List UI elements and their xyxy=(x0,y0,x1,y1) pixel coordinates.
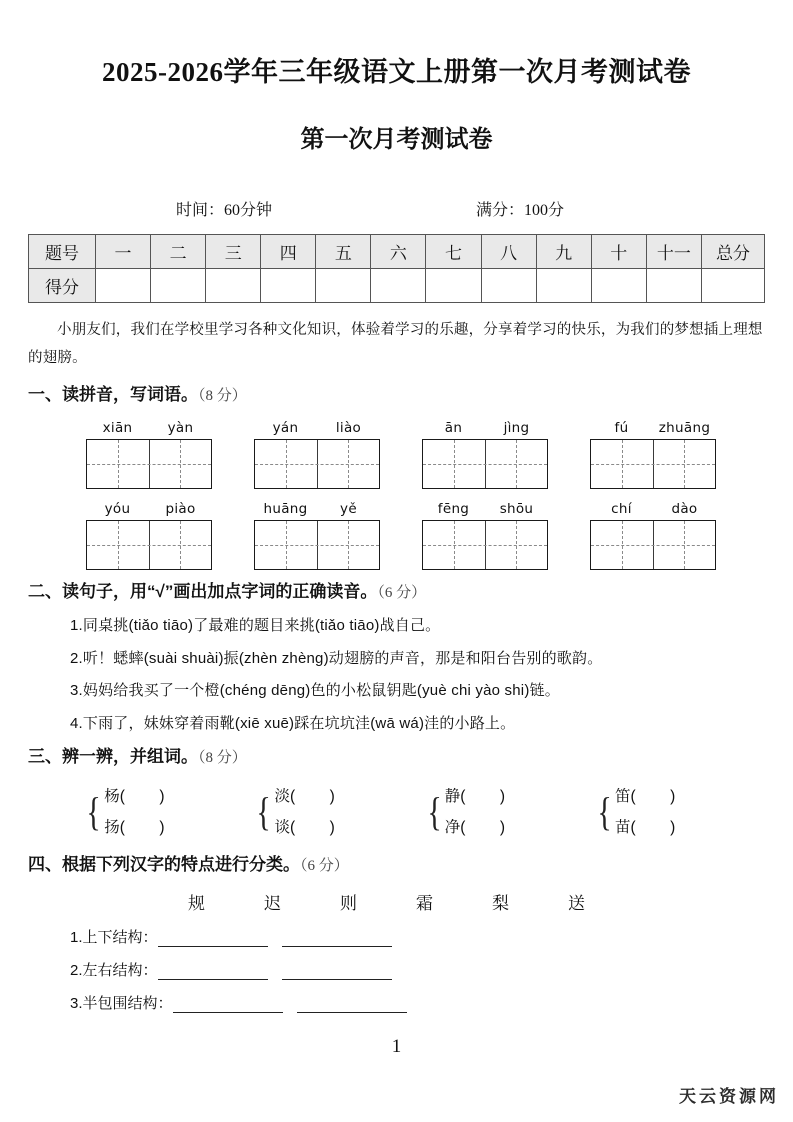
pinyin-syllable-1: yóu xyxy=(104,501,131,518)
classify-row-3 xyxy=(28,980,765,1013)
classify-row-1 xyxy=(28,914,765,947)
score-table-col-4: 四 xyxy=(261,235,316,269)
classify-character-list xyxy=(28,878,765,914)
pinyin-row-1 xyxy=(28,408,765,489)
section-3-heading xyxy=(28,735,765,770)
section-1-title: 一、读拼音，写词语。 xyxy=(28,384,198,404)
answer-blank[interactable] xyxy=(297,997,407,1013)
tianzige-cell[interactable] xyxy=(423,521,485,569)
classify-char-5: 梨 xyxy=(492,894,509,914)
section-4-points: （6 分） xyxy=(300,857,349,874)
tianzige-box[interactable] xyxy=(86,439,212,489)
score-table-col-3: 三 xyxy=(206,235,261,269)
pinyin-item xyxy=(86,501,254,570)
page-title: 2025-2026学年三年级语文上册第一次月考测试卷 xyxy=(102,57,691,87)
word-build-bottom[interactable]: 谈( ) xyxy=(274,818,335,836)
score-table-col-10: 十 xyxy=(591,235,646,269)
tianzige-box[interactable] xyxy=(422,439,548,489)
classify-row-2 xyxy=(28,947,765,980)
word-build-group xyxy=(425,781,595,843)
question-2-4[interactable]: 4.下雨了，妹妹穿着雨靴(xiē xuē)踩在坑坑洼(wā wá)洼的小路上。 xyxy=(70,714,516,732)
pinyin-syllable-2: yě xyxy=(340,501,357,518)
exam-full-marks-label: 满分：100分 xyxy=(476,202,565,220)
classify-label-2: 2.左右结构： xyxy=(70,962,158,980)
word-build-top[interactable]: 静( ) xyxy=(444,787,505,805)
word-build-bottom[interactable]: 净( ) xyxy=(444,818,505,836)
section-3-title: 三、辨一辨，并组词。 xyxy=(28,747,198,767)
pinyin-syllable-1: fēng xyxy=(437,501,470,518)
page-subtitle: 第一次月考测试卷 xyxy=(300,127,493,154)
section-2-heading xyxy=(28,570,765,605)
score-cell-2[interactable] xyxy=(151,269,206,303)
tianzige-cell[interactable] xyxy=(485,521,548,569)
tianzige-cell[interactable] xyxy=(255,521,317,569)
score-table-col-8: 八 xyxy=(481,235,536,269)
exam-time-label: 时间：60分钟 xyxy=(176,202,273,220)
tianzige-cell[interactable] xyxy=(591,440,653,488)
tianzige-box[interactable] xyxy=(86,520,212,570)
score-table-question-label: 题号 xyxy=(29,235,96,269)
score-table-col-1: 一 xyxy=(96,235,151,269)
answer-blank[interactable] xyxy=(158,964,268,980)
tianzige-cell[interactable] xyxy=(591,521,653,569)
tianzige-cell[interactable] xyxy=(317,440,380,488)
watermark: 天云资源网 xyxy=(679,1087,779,1106)
score-table-col-6: 六 xyxy=(371,235,426,269)
tianzige-cell[interactable] xyxy=(149,440,212,488)
answer-blank[interactable] xyxy=(282,964,392,980)
pinyin-syllable-2: piào xyxy=(165,501,196,518)
score-cell-9[interactable] xyxy=(536,269,591,303)
score-table-header-row xyxy=(29,235,765,269)
section-4-title: 四、根据下列汉字的特点进行分类。 xyxy=(28,854,300,874)
word-build-top[interactable]: 笛( ) xyxy=(614,787,676,805)
pinyin-syllable-1: ān xyxy=(444,420,463,437)
section-2-title: 二、读句子，用“√”画出加点字词的正确读音。 xyxy=(28,582,378,602)
score-cell-6[interactable] xyxy=(371,269,426,303)
section-2-points: （6 分） xyxy=(377,585,427,602)
pinyin-text xyxy=(254,501,380,517)
tianzige-cell[interactable] xyxy=(317,521,380,569)
word-build-bottom[interactable]: 苗( ) xyxy=(614,818,676,836)
question-2-2[interactable]: 2.听！蟋蟀(suài shuài)振(zhèn zhèng)动翅膀的声音，那是和阳台告别的歌韵。 xyxy=(70,649,603,667)
classify-label-1: 1.上下结构： xyxy=(70,929,158,947)
pinyin-syllable-2: liào xyxy=(335,420,362,437)
question-2-1[interactable]: 1.同桌挑(tiǎo tiāo)了最难的题目来挑(tiǎo tiāo)战自己。 xyxy=(70,617,441,635)
tianzige-cell[interactable] xyxy=(87,440,149,488)
brace-icon: { xyxy=(426,788,442,834)
tianzige-box[interactable] xyxy=(590,520,716,570)
brace-icon: { xyxy=(256,788,272,834)
pinyin-item xyxy=(422,420,590,489)
tianzige-box[interactable] xyxy=(254,439,380,489)
pinyin-syllable-2: shōu xyxy=(499,501,534,518)
word-build-group xyxy=(84,781,254,843)
pinyin-syllable-2: yàn xyxy=(167,420,194,437)
word-build-group xyxy=(254,781,424,843)
pinyin-text xyxy=(590,501,716,517)
word-build-row xyxy=(28,771,765,843)
page-number: 1 xyxy=(391,1036,402,1057)
score-table-col-11: 十一 xyxy=(646,235,701,269)
score-cell-3[interactable] xyxy=(206,269,261,303)
pinyin-item xyxy=(422,501,590,570)
exam-meta xyxy=(28,155,765,220)
answer-blank[interactable] xyxy=(282,931,392,947)
pinyin-syllable-1: huāng xyxy=(263,501,308,518)
classify-char-1: 规 xyxy=(188,894,205,914)
classify-label-3: 3.半包围结构： xyxy=(70,995,173,1013)
word-build-pair xyxy=(615,781,675,843)
tianzige-cell[interactable] xyxy=(653,440,716,488)
word-build-pair xyxy=(104,781,164,843)
brace-icon: { xyxy=(597,788,612,834)
pinyin-text xyxy=(254,420,380,436)
score-table-score-row xyxy=(29,269,765,303)
score-table-total-label: 总分 xyxy=(702,235,765,269)
classify-char-2: 迟 xyxy=(264,894,281,914)
score-table-score-label: 得分 xyxy=(29,269,96,303)
score-cell-1[interactable] xyxy=(96,269,151,303)
tianzige-cell[interactable] xyxy=(423,440,485,488)
score-cell-total[interactable] xyxy=(702,269,765,303)
pinyin-item xyxy=(86,420,254,489)
score-table-col-2: 二 xyxy=(151,235,206,269)
score-cell-8[interactable] xyxy=(481,269,536,303)
word-build-bottom[interactable]: 扬( ) xyxy=(104,818,165,836)
section-4-heading xyxy=(28,843,765,878)
pinyin-syllable-1: chí xyxy=(611,501,632,518)
word-build-pair xyxy=(274,781,334,843)
pinyin-row-2 xyxy=(28,489,765,570)
section-1-points: （8 分） xyxy=(198,387,247,404)
word-build-pair xyxy=(445,781,505,843)
section-3-points: （8 分） xyxy=(198,750,247,767)
section-1-heading xyxy=(28,373,765,408)
score-table-col-9: 九 xyxy=(536,235,591,269)
answer-blank[interactable] xyxy=(173,997,283,1013)
pinyin-text xyxy=(422,420,548,436)
tianzige-box[interactable] xyxy=(254,520,380,570)
pinyin-syllable-1: xiān xyxy=(102,420,133,437)
pinyin-syllable-2: dào xyxy=(671,501,698,518)
score-cell-11[interactable] xyxy=(646,269,701,303)
answer-blank[interactable] xyxy=(158,931,268,947)
pinyin-syllable-1: fú xyxy=(614,420,629,437)
word-build-top[interactable]: 淡( ) xyxy=(274,787,335,805)
classify-char-3: 则 xyxy=(340,894,357,914)
score-cell-7[interactable] xyxy=(426,269,481,303)
pinyin-syllable-2: zhuāng xyxy=(658,420,711,437)
score-table-col-7: 七 xyxy=(426,235,481,269)
pinyin-text xyxy=(86,501,212,517)
tianzige-cell[interactable] xyxy=(149,521,212,569)
classify-char-4: 霜 xyxy=(416,894,433,914)
tianzige-cell[interactable] xyxy=(87,521,149,569)
tianzige-cell[interactable] xyxy=(653,521,716,569)
question-2-3[interactable]: 3.妈妈给我买了一个橙(chéng dēng)色的小松鼠钥匙(yuè chi yào shi)链。 xyxy=(70,682,560,700)
pinyin-syllable-2: jìng xyxy=(503,420,530,437)
pinyin-text xyxy=(86,420,212,436)
tianzige-cell[interactable] xyxy=(255,440,317,488)
pinyin-item xyxy=(254,420,422,489)
score-table xyxy=(28,234,765,303)
tianzige-box[interactable] xyxy=(422,520,548,570)
score-table-col-5: 五 xyxy=(316,235,371,269)
score-cell-4[interactable] xyxy=(261,269,316,303)
brace-icon: { xyxy=(86,788,101,834)
intro-paragraph: 小朋友们，我们在学校里学习各种文化知识，体验着学习的乐趣，分享着学习的快乐，为我们的梦想插上理想的翅膀。 xyxy=(28,322,763,367)
pinyin-syllable-1: yán xyxy=(272,420,299,437)
tianzige-cell[interactable] xyxy=(485,440,548,488)
pinyin-item xyxy=(254,501,422,570)
tianzige-box[interactable] xyxy=(590,439,716,489)
score-cell-10[interactable] xyxy=(591,269,646,303)
pinyin-item xyxy=(590,501,758,570)
word-build-group xyxy=(595,781,765,843)
pinyin-text xyxy=(422,501,548,517)
score-cell-5[interactable] xyxy=(316,269,371,303)
classify-char-6: 送 xyxy=(568,894,585,914)
pinyin-item xyxy=(590,420,758,489)
pinyin-text xyxy=(590,420,716,436)
word-build-top[interactable]: 杨( ) xyxy=(104,787,165,805)
